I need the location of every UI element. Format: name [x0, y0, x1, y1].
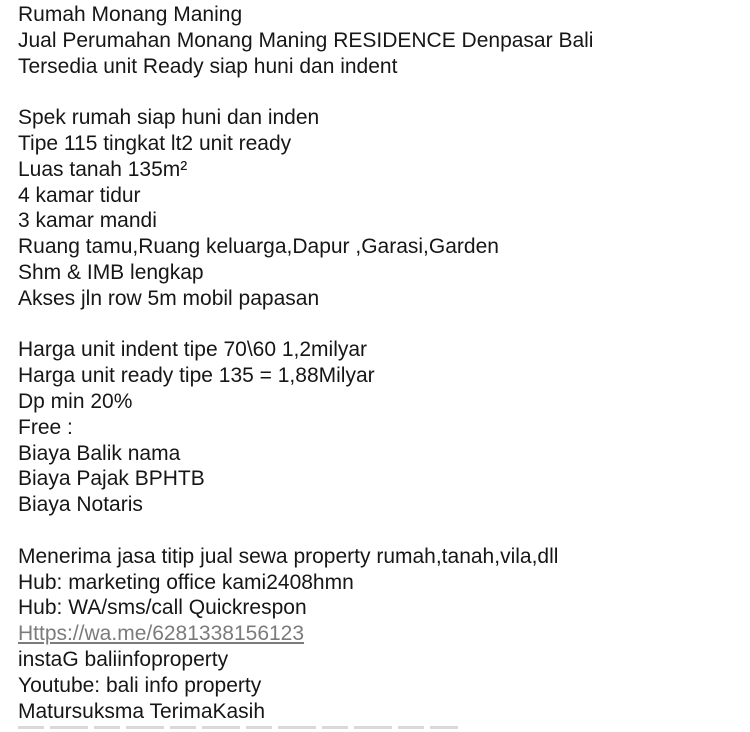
price-ready: Harga unit ready tipe 135 = 1,88Milyar	[18, 364, 375, 388]
blank-line	[18, 518, 743, 544]
specs-heading: Spek rumah siap huni dan inden	[18, 106, 320, 130]
contact-office: Hub: marketing office kami2408hmn	[18, 570, 354, 594]
down-payment: Dp min 20%	[18, 389, 133, 413]
spec-rooms: Ruang tamu,Ruang keluarga,Dapur ,Garasi,Garden	[18, 235, 499, 259]
contact-youtube: Youtube: bali info property	[18, 673, 262, 697]
contact-closing: Matursuksma TerimaKasih	[18, 699, 266, 723]
blank-line	[18, 79, 743, 105]
spec-land-area: Luas tanah 135m²	[18, 157, 188, 181]
spec-bedrooms: 4 kamar tidur	[18, 183, 141, 207]
listing-availability: Tersedia unit Ready siap huni dan indent	[18, 54, 398, 78]
spec-road-access: Akses jln row 5m mobil papasan	[18, 286, 320, 310]
contact-channels: Hub: WA/sms/call Quickrespon	[18, 596, 307, 620]
contact-services: Menerima jasa titip jual sewa property rumah,tanah,vila,dll	[18, 544, 559, 568]
free-label: Free :	[18, 415, 73, 439]
price-indent: Harga unit indent tipe 70\60 1,2milyar	[18, 338, 368, 362]
listing-subtitle: Jual Perumahan Monang Maning RESIDENCE Denpasar Bali	[18, 28, 594, 52]
blank-line	[18, 312, 743, 338]
contact-instagram: instaG baliinfoproperty	[18, 647, 229, 671]
spec-certificate: Shm & IMB lengkap	[18, 260, 204, 284]
free-item: Biaya Notaris	[18, 493, 143, 517]
listing-title: Rumah Monang Maning	[18, 3, 243, 26]
free-item: Biaya Balik nama	[18, 441, 181, 465]
cut-off-text-line	[18, 724, 458, 732]
whatsapp-link[interactable]: Https://wa.me/6281338156123	[18, 622, 305, 646]
free-item: Biaya Pajak BPHTB	[18, 467, 205, 491]
spec-type: Tipe 115 tingkat lt2 unit ready	[18, 131, 292, 155]
listing-message	[18, 2, 743, 724]
spec-bathrooms: 3 kamar mandi	[18, 209, 157, 233]
